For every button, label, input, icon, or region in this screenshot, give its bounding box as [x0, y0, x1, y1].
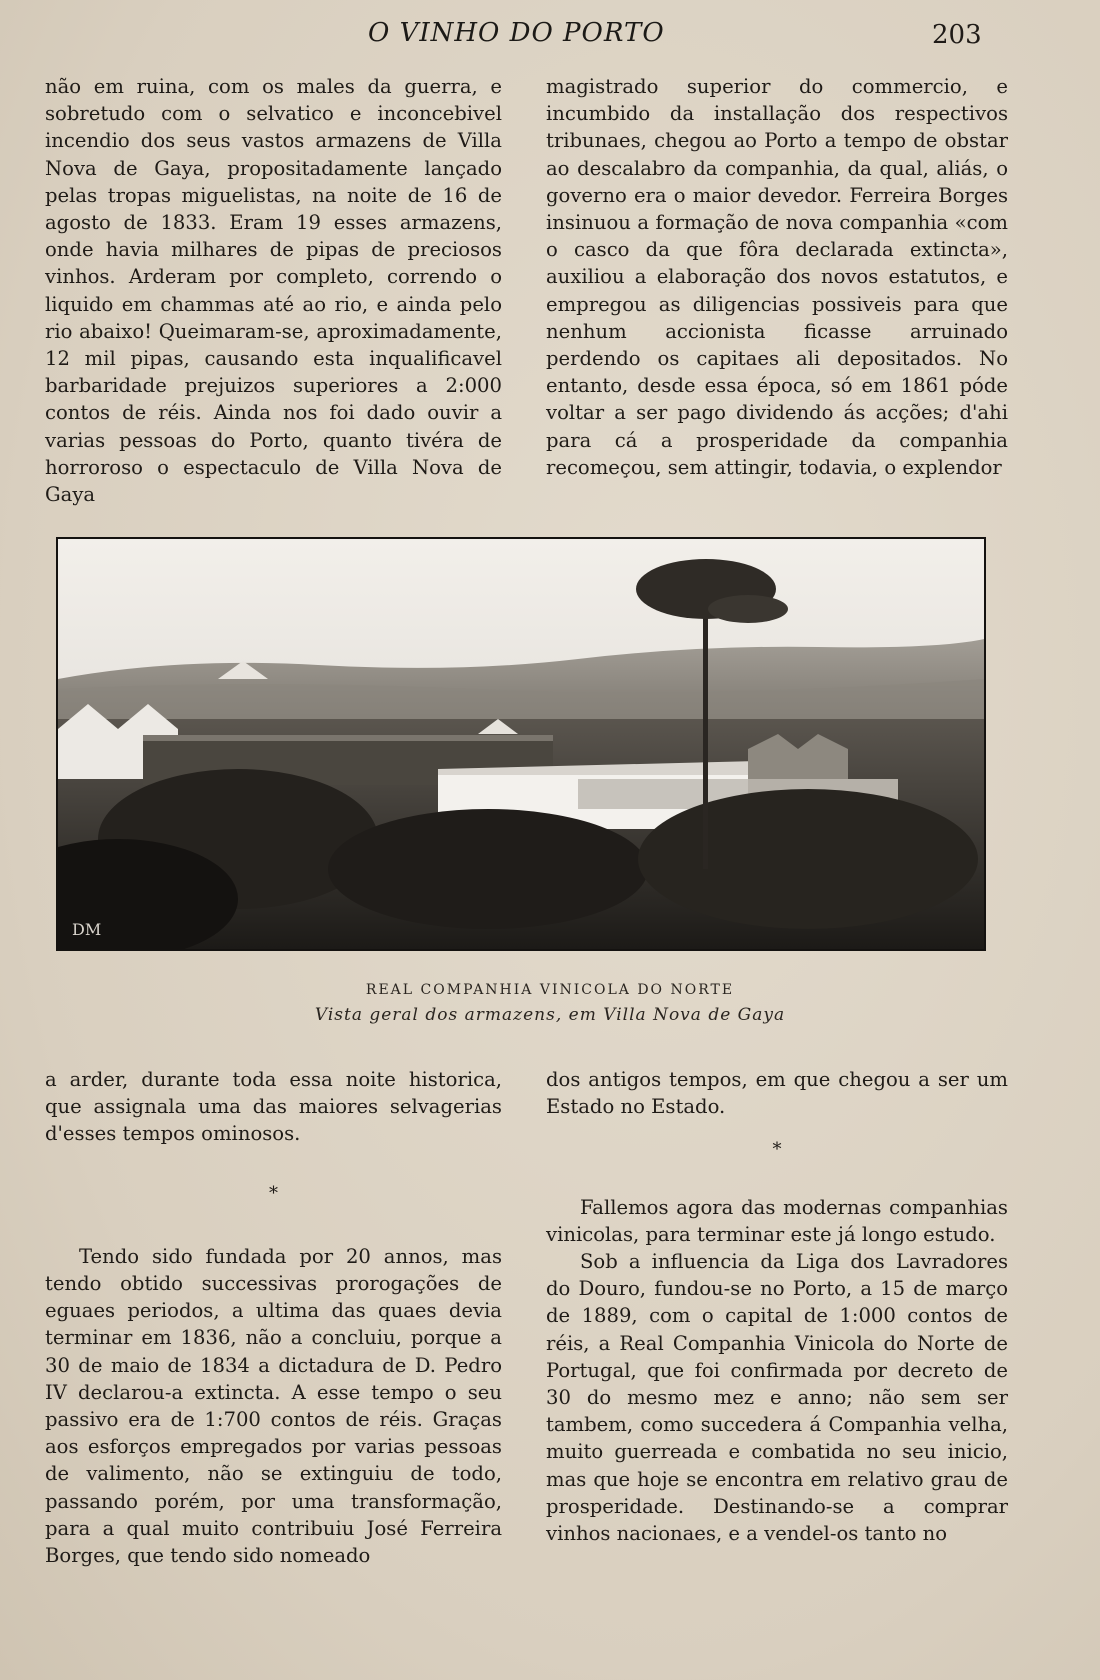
bottom-right-column [546, 1066, 1008, 1547]
page-header [0, 18, 1100, 58]
photograph-signature: DM [72, 920, 102, 939]
section-separator: * [772, 1139, 782, 1161]
top-left-column [45, 73, 502, 508]
paragraph: Sob a influencia da Liga dos Lavradores do Douro, fundou-se no Porto, a 15 de março de 1889, com o capital de 1:000 contos de réis, a Real Companhia Vinicola do Norte de Portugal, que foi confirmada por decreto de 30 do mesmo mez e anno; não sem ser tambem, como succedera á Companhia velha, muito guerreada e combatida no seu inicio, mas que hoje se encontra em relativo grau de prosperidade. Destinando-se a comprar vinhos nacionaes, e a vendel-os tanto no [546, 1250, 1008, 1546]
paragraph: Fallemos agora das modernas companhias vinicolas, para terminar este já longo estudo. [546, 1195, 1008, 1246]
bottom-left-column [45, 1066, 502, 1569]
photograph-warehouses [56, 537, 986, 951]
page-number: 203 [932, 20, 982, 50]
photograph-image [58, 539, 984, 949]
paragraph: não em ruina, com os males da guerra, e sobretudo com o selvatico e inconcebivel incendio dos seus vastos armazens de Villa Nova de Gaya, propositadamente lançado pelas tropas miguelistas, na noite de 16 de agosto de 1833. Eram 19 esses armazens, onde havia milhares de pipas de preciosos vinhos. Arderam por completo, correndo o liquido em chammas até ao rio, e ainda pelo rio abaixo! Queimaram-se, aproximadamente, 12 mil pipas, causando esta inqualificavel barbaridade prejuizos superiores a 2:000 contos de réis. Ainda nos foi dado ouvir a varias pessoas do Porto, quanto tivéra de horroroso o espectaculo de Villa Nova de Gaya [45, 75, 502, 507]
paragraph: a arder, durante toda essa noite historica, que assignala uma das maiores selvagerias d'esses tempos ominosos. [45, 1068, 502, 1146]
section-separator: * [269, 1182, 278, 1204]
top-right-column [546, 73, 1008, 481]
paragraph: Tendo sido fundada por 20 annos, mas tendo obtido successivas prorogações de eguaes periodos, a ultima das quaes devia terminar em 1836, não a concluiu, porque a 30 de maio de 1834 a dictadura de D. Pedro IV declarou-a extincta. A esse tempo o seu passivo era de 1:700 contos de réis. Graças aos esforços empregados por varias pessoas de valimento, não se extinguiu de todo, passando porém, por uma transformação, para a qual muito contribuiu José Ferreira Borges, que tendo sido nomeado [45, 1244, 502, 1568]
caption-title: REAL COMPANHIA VINICOLA DO NORTE [365, 982, 735, 998]
caption-subtitle: Vista geral dos armazens, em Villa Nova de Gaya [314, 1005, 786, 1025]
running-title: O VINHO DO PORTO [368, 18, 665, 48]
paragraph: dos antigos tempos, em que chegou a ser um Estado no Estado. [546, 1068, 1008, 1119]
paragraph: magistrado superior do commercio, e incumbido da installação dos respectivos tribunaes, chegou ao Porto a tempo de obstar ao descalabro da companhia, da qual, aliás, o governo era o maior devedor. Ferreira Borges insinuou a formação de nova companhia «com o casco da que fôra declarada extincta», auxiliou a elaboração dos novos estatutos, e empregou as diligencias possiveis para que nenhum accionista ficasse arruinado perdendo os capitaes ali depositados. No entanto, desde essa época, só em 1861 póde voltar a ser pago dividendo ás acções; d'ahi para cá a prosperidade da companhia recomeçou, sem attingir, todavia, o explendor [546, 75, 1008, 479]
